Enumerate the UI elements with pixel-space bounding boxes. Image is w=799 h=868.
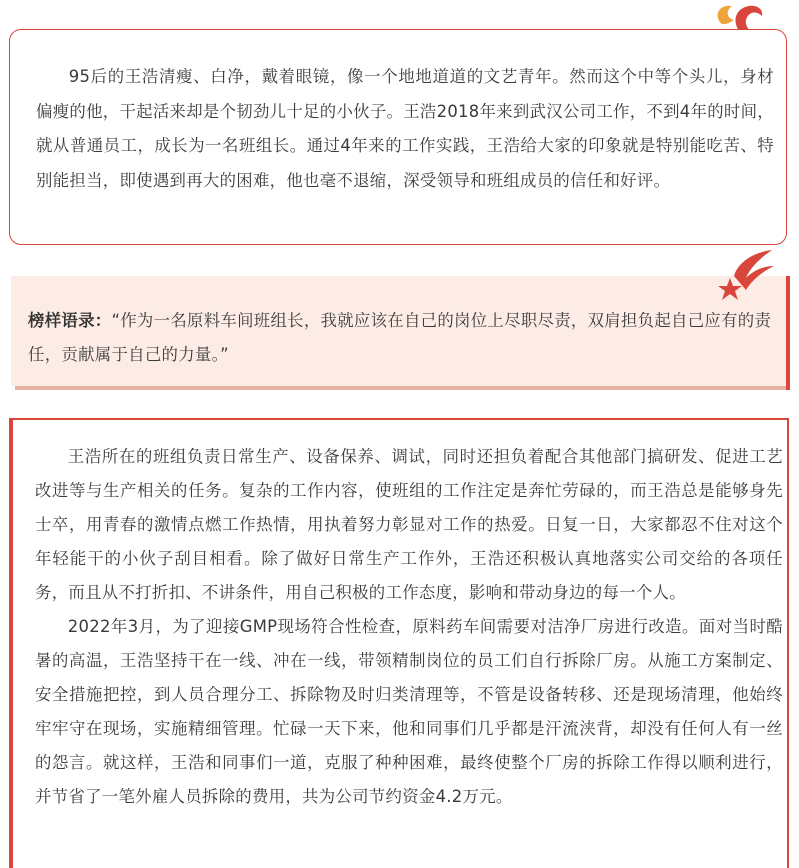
quote-label: 榜样语录： [28,311,112,330]
role-model-quote-box [11,276,786,386]
story-paragraph-2: 2022年3月，为了迎接GMP现场符合性检查，原料药车间需要对洁净厂房进行改造。面对当时酷暑的高温，王浩坚持干在一线、冲在一线，带领精制岗位的员工们自行拆除厂房。从施工方案制定、安全措施把控，到人员合理分工、拆除物及时归类清理等，不管是设备转移、还是现场清理，他始终牢牢守在现场，实施精细管理。忙碌一天下来，他和同事们几乎都是汗流浃背，却没有任何人有一丝的怨言。就这样，王浩和同事们一道，克服了种种困难，最终使整个厂房的拆除工作得以顺利进行，并节省了一笔外雇人员拆除的费用，共为公司节约资金4.2万元。 [35,617,783,806]
intro-paragraph: 95后的王浩清瘦、白净，戴着眼镜，像一个地地道道的文艺青年。然而这个中等个头儿，身材偏瘦的他，干起活来却是个韧劲儿十足的小伙子。王浩2018年来到武汉公司工作，不到4年的时间，就从普通员工，成长为一名班组长。通过4年来的工作实践，王浩给大家的印象就是特别能吃苦、特别能担当，即使遇到再大的困难，他也毫不退缩，深受领导和班组成员的信任和好评。 [36,67,774,190]
quote-text: “作为一名原料车间班组长，我就应该在自己的岗位上尽职尽责，双肩担负起自己应有的责任，贡献属于自己的力量。” [28,311,772,364]
story-text [35,440,783,814]
intro-text [36,60,774,198]
story-paragraph-1: 王浩所在的班组负责日常生产、设备保养、调试，同时还担负着配合其他部门搞研发、促进工艺改进等与生产相关的任务。复杂的工作内容，使班组的工作注定是奔忙劳碌的，而王浩总是能够身先士卒，用青春的激情点燃工作热情，用执着努力彰显对工作的热爱。日复一日，大家都忍不住对这个年轻能干的小伙子刮目相看。除了做好日常生产工作外，王浩还积极认真地落实公司交给的各项任务，而且从不打折扣、不讲条件，用自己积极的工作态度，影响和带动身边的每一个人。 [35,447,783,602]
shooting-star-icon [716,246,776,302]
quote-text-block [28,304,774,372]
story-card [9,418,789,868]
quote-accent-bar [786,276,790,390]
intro-card [9,29,787,245]
